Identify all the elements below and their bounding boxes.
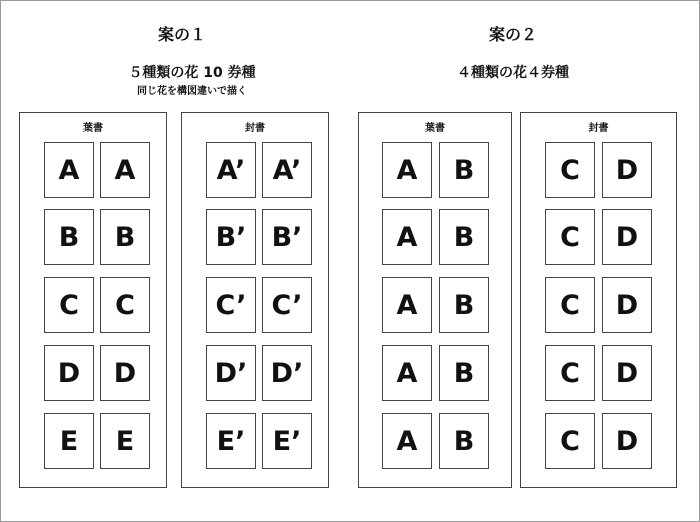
flower-card: E’ [262, 413, 312, 469]
flower-card: C [100, 277, 150, 333]
flower-card: C’ [206, 277, 256, 333]
flower-card: D [602, 345, 652, 401]
flower-card: A [382, 209, 432, 265]
flower-card: A [382, 413, 432, 469]
plan2-title: 案の２ [488, 25, 537, 44]
flower-card: D [602, 277, 652, 333]
flower-card: D’ [262, 345, 312, 401]
flower-card: C [44, 277, 94, 333]
plan2-postcard-panel [358, 112, 512, 488]
flower-card: C [545, 142, 595, 198]
plan2-envelope-panel [520, 112, 677, 488]
plan1-subtitle: ５種類の花 10 券種 [128, 65, 256, 81]
flower-card: B’ [262, 209, 312, 265]
flower-card: D’ [206, 345, 256, 401]
flower-card: E’ [206, 413, 256, 469]
panel-label: 封書 [588, 123, 609, 134]
panel-label: 葉書 [83, 123, 103, 134]
flower-card: A [382, 345, 432, 401]
flower-card: B’ [206, 209, 256, 265]
flower-card: E [44, 413, 94, 469]
flower-card: B [44, 209, 94, 265]
plan2-subtitle: ４種類の花４券種 [457, 65, 569, 81]
flower-card: D [44, 345, 94, 401]
flower-card: A [382, 142, 432, 198]
flower-card: B [439, 413, 489, 469]
flower-card: C’ [262, 277, 312, 333]
flower-card: D [602, 413, 652, 469]
flower-card: B [439, 142, 489, 198]
flower-card: B [439, 277, 489, 333]
flower-card: C [545, 345, 595, 401]
plan1-note: 同じ花を構図違いで描く [137, 86, 247, 97]
flower-card: A [44, 142, 94, 198]
plan1-postcard-panel [19, 112, 167, 488]
flower-card: E [100, 413, 150, 469]
flower-card: A’ [206, 142, 256, 198]
flower-card: D [100, 345, 150, 401]
plan1-title: 案の１ [157, 25, 206, 44]
flower-card: D [602, 142, 652, 198]
flower-card: A’ [262, 142, 312, 198]
flower-card: A [382, 277, 432, 333]
flower-card: B [439, 345, 489, 401]
flower-card: C [545, 209, 595, 265]
panel-label: 封書 [245, 123, 265, 134]
flower-card: D [602, 209, 652, 265]
plan1-envelope-panel [181, 112, 329, 488]
flower-card: B [100, 209, 150, 265]
flower-card: B [439, 209, 489, 265]
flower-card: C [545, 277, 595, 333]
flower-card: A [100, 142, 150, 198]
flower-card: C [545, 413, 595, 469]
panel-label: 葉書 [425, 123, 445, 134]
